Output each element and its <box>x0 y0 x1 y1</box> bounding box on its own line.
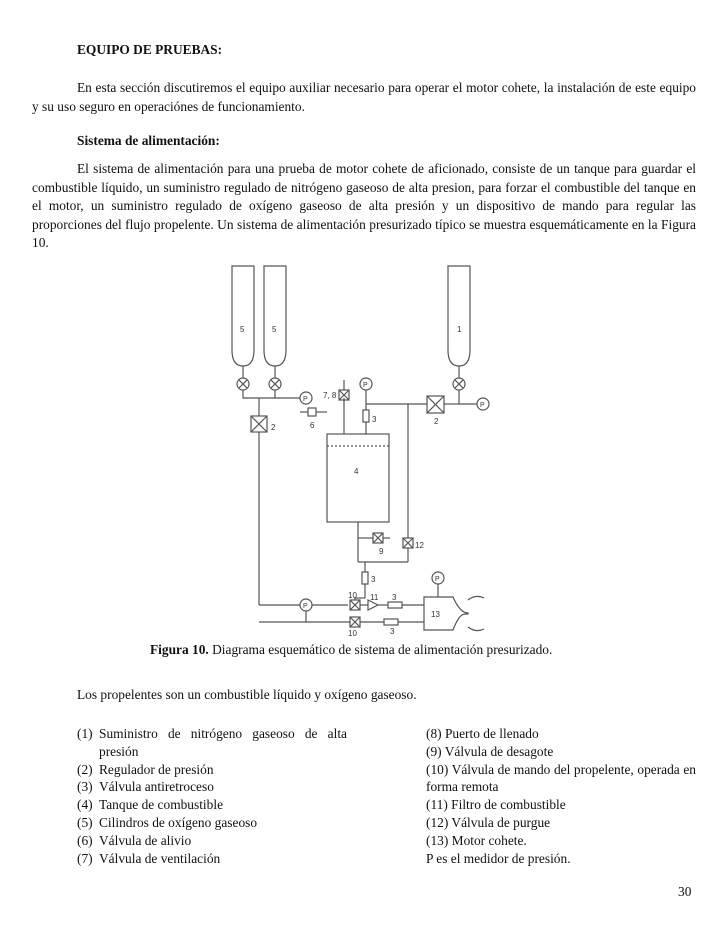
label-oxygen-cyl-a: 5 <box>240 325 245 334</box>
legend-item <box>77 761 347 779</box>
label-gauge-tank: P <box>363 382 368 389</box>
relief-valve <box>308 408 316 416</box>
legend-left <box>77 725 347 867</box>
legend-num: (3) <box>77 779 93 795</box>
label-check-ox: 3 <box>390 627 395 636</box>
cylinder-valve-n2 <box>453 378 465 390</box>
label-gauge-motor: P <box>435 576 440 583</box>
legend-item: (8) Puerto de llenado <box>426 726 539 741</box>
label-check-fuel: 3 <box>392 593 397 602</box>
page-number: 30 <box>678 884 692 899</box>
label-valve-ox: 10 <box>348 629 357 638</box>
legend-text: Regulador de presión <box>99 761 214 777</box>
legend-num: (7) <box>77 850 93 866</box>
valve-ox <box>350 617 360 627</box>
label-gauge-n2: P <box>480 402 485 409</box>
section-title: EQUIPO DE PRUEBAS: <box>77 42 223 57</box>
legend-item: (12) Válvula de purgue <box>426 814 551 830</box>
cylinder-valve-a <box>237 378 249 390</box>
legend-item: P es el medidor de presión. <box>426 850 571 866</box>
intro-paragraph: En esta sección discutiremos el equipo auxiliar necesario para operar el motor cohete, la instalación de este equipo y su uso seguro en operaciónes de funcionamiento. <box>32 80 696 114</box>
legend-text: Válvula de alivio <box>99 832 192 848</box>
label-gauge-o2-top: P <box>303 396 308 403</box>
label-valve-fuel: 10 <box>348 591 357 600</box>
label-tank: 4 <box>354 467 359 476</box>
subsection-title: Sistema de alimentación: <box>77 133 220 148</box>
check-fuel-mid <box>362 572 368 584</box>
figure-caption-text: Diagrama esquemático de sistema de alimentación presurizado. <box>208 642 553 657</box>
label-motor: 13 <box>431 610 440 619</box>
legend-num: (5) <box>77 814 93 830</box>
regulator-o2 <box>251 416 267 432</box>
label-check-top: 3 <box>372 415 377 424</box>
legend-right <box>426 725 696 867</box>
feed-system-diagram <box>228 262 490 638</box>
regulator-n2 <box>427 396 444 413</box>
legend-text: Válvula de ventilación <box>99 850 221 866</box>
figure-caption-label: Figura 10. <box>150 642 209 657</box>
check-fuel <box>388 602 402 608</box>
legend-item <box>77 796 347 814</box>
legend-text: Suministro de nitrógeno gaseoso de alta presión <box>99 726 347 759</box>
propellants-sentence: Los propelentes son un combustible líquido y oxígeno gaseoso. <box>77 687 417 702</box>
label-nitrogen-cyl: 1 <box>457 325 462 334</box>
cylinder-valve-b <box>269 378 281 390</box>
label-drain: 9 <box>379 547 384 556</box>
legend-text: Tanque de combustible <box>99 797 224 813</box>
check-n2 <box>363 410 369 422</box>
purge-valve <box>403 538 413 548</box>
legend-text: Cilindros de oxígeno gaseoso <box>99 814 258 830</box>
legend-num: (1) <box>77 726 93 741</box>
check-ox <box>384 619 398 625</box>
legend-item: (13) Motor cohete. <box>426 832 527 848</box>
legend-item <box>77 832 347 850</box>
nitrogen-cylinder <box>448 266 470 366</box>
label-filter: 11 <box>370 593 379 602</box>
oxygen-cylinder-a <box>232 266 254 366</box>
legend-item <box>77 725 347 761</box>
legend-item: (9) Válvula de desagote <box>426 743 554 759</box>
label-fill-vent: 7, 8 <box>323 391 337 400</box>
legend-item <box>77 850 347 868</box>
valve-fuel <box>350 600 360 610</box>
legend-item: (10) Válvula de mando del propelente, operada en forma remota <box>426 761 696 795</box>
legend-num: (2) <box>77 761 93 777</box>
legend-item: (11) Filtro de combustible <box>426 797 566 813</box>
legend-item <box>77 814 347 832</box>
label-gauge-o2-bottom: P <box>303 603 308 610</box>
oxygen-cylinder-b <box>264 266 286 366</box>
legend-num: (4) <box>77 797 93 813</box>
label-reg-left: 2 <box>271 423 276 432</box>
fuel-tank <box>327 434 389 522</box>
figure-caption <box>150 642 552 658</box>
label-check-mid: 3 <box>371 575 376 584</box>
legend-text: Válvula antiretroceso <box>99 779 214 795</box>
label-relief: 6 <box>310 421 315 430</box>
label-purge: 12 <box>415 541 424 550</box>
drain-valve <box>373 533 383 543</box>
label-oxygen-cyl-b: 5 <box>272 325 277 334</box>
legend-item <box>77 778 347 796</box>
body-paragraph: El sistema de alimentación para una prueba de motor cohete de aficionado, consiste de un tanque para guardar el combustible líquido, un suministro regulado de nitrógeno gaseoso de alta presion, para forzar el combustible del tanque en el motor, un suministro regulado de oxígeno gaseoso de alta presión y un dispositivo de mando para regular las proporciones del flujo propelente. Un sistema de alimentación presurizado típico se muestra esquemáticamente en la Figura 10. <box>32 161 696 251</box>
label-reg-right: 2 <box>434 417 439 426</box>
legend-num: (6) <box>77 832 93 848</box>
